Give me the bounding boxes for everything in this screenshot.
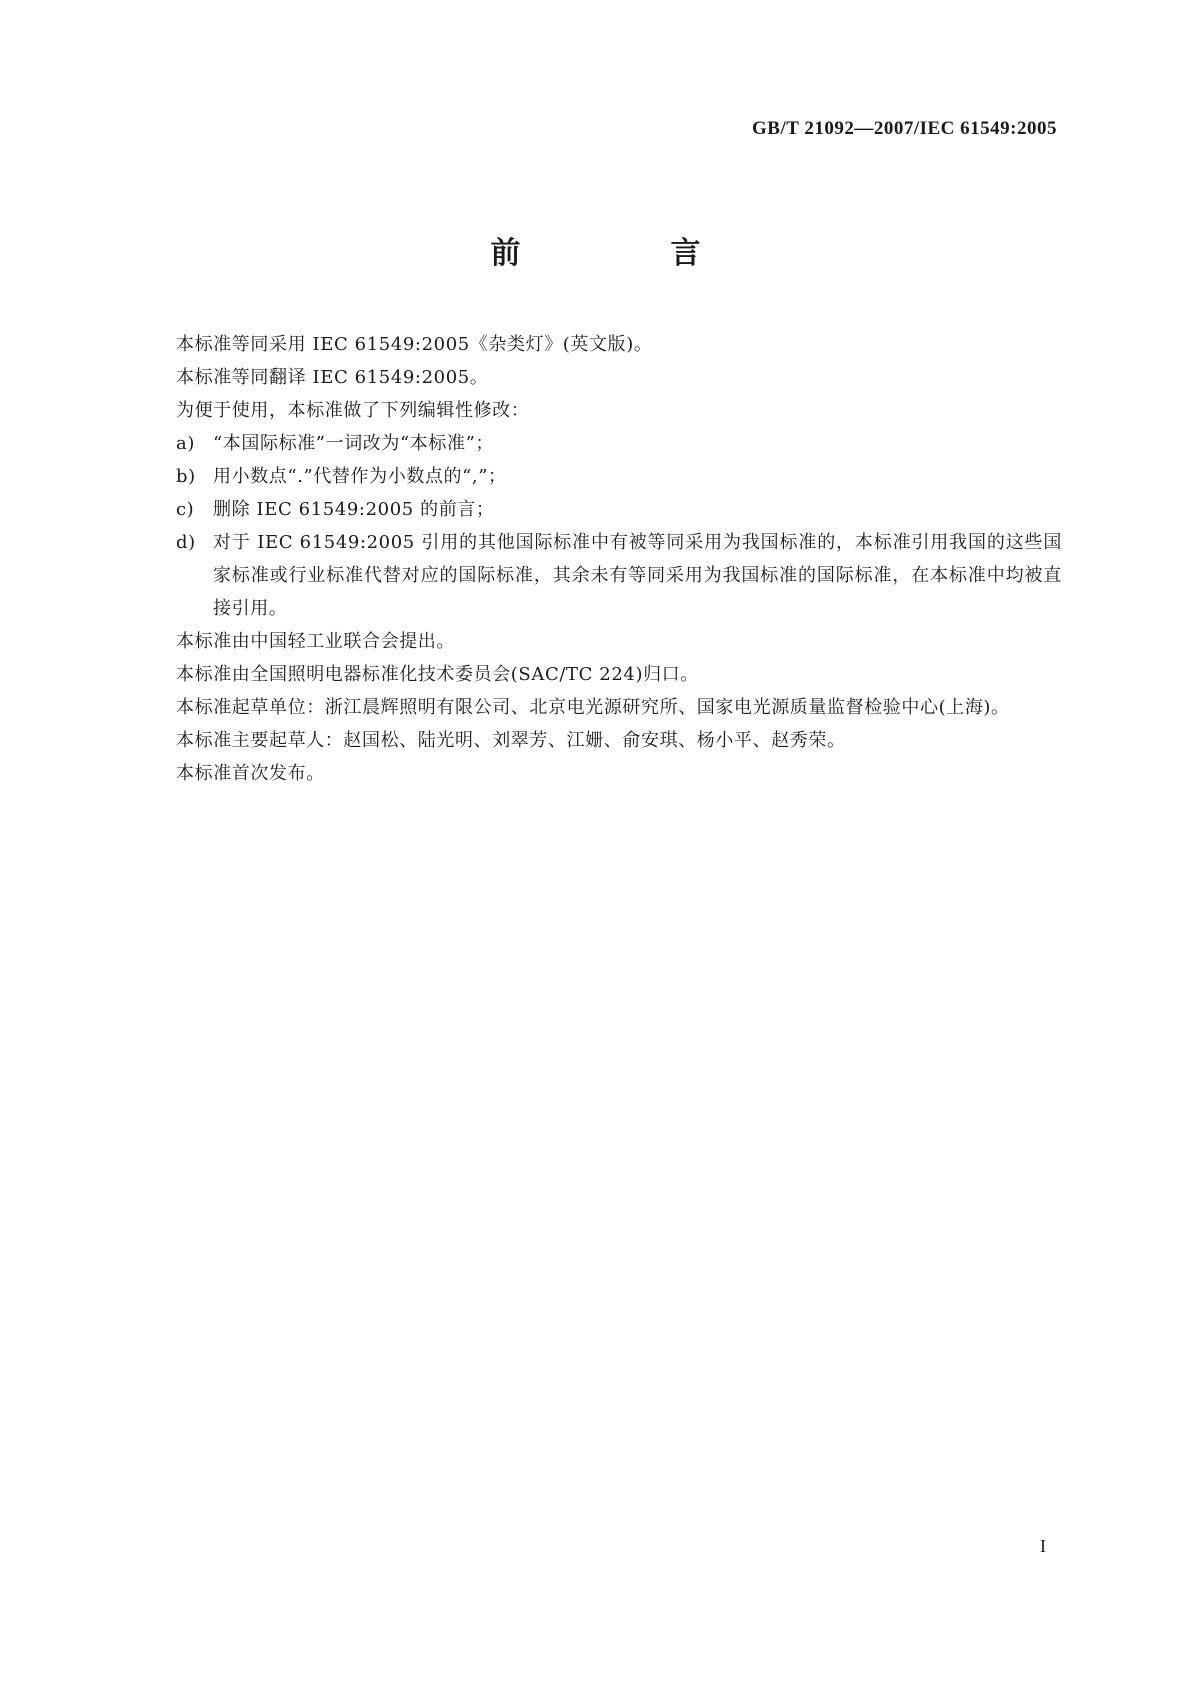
standard-code: GB/T 21092—2007/IEC 61549:2005 [752, 118, 1057, 139]
list-item [140, 460, 1062, 493]
list-item-text: 用小数点“.”代替作为小数点的“,”； [213, 466, 507, 487]
paragraph: 本标准等同采用 IEC 61549:2005《杂类灯》(英文版)。 [176, 334, 653, 355]
list-item [140, 427, 1062, 460]
list-item [140, 493, 1062, 526]
list-item-text: “本国际标准”一词改为“本标准”； [213, 433, 495, 454]
list-marker: b) [176, 466, 196, 487]
list-item-text: 对于 IEC 61549:2005 引用的其他国际标准中有被等同采用为我国标准的，本标准引用我国的这些国家标准或行业标准代替对应的国际标准，其余未有等同采用为我国标准的国际标准，在本标准中均被直接引用。 [213, 532, 1062, 619]
paragraph: 本标准由全国照明电器标准化技术委员会(SAC/TC 224)归口。 [176, 664, 699, 685]
foreword-body [140, 328, 1062, 790]
paragraph: 本标准主要起草人：赵国松、陆光明、刘翠芳、江姗、俞安琪、杨小平、赵秀荣。 [176, 730, 846, 751]
page-title: 前 言 [490, 236, 761, 271]
list-marker: d) [176, 532, 196, 553]
paragraph: 本标准首次发布。 [176, 763, 325, 784]
paragraph: 本标准由中国轻工业联合会提出。 [176, 631, 455, 652]
list-marker: a) [176, 433, 195, 454]
list-marker: c) [176, 499, 195, 520]
paragraph: 本标准起草单位：浙江晨辉照明有限公司、北京电光源研究所、国家电光源质量监督检验中心(上海)。 [176, 697, 1010, 718]
list-item-text: 删除 IEC 61549:2005 的前言； [213, 499, 495, 520]
page-number: I [1040, 1536, 1046, 1556]
list-item [140, 526, 1062, 625]
paragraph: 本标准等同翻译 IEC 61549:2005。 [176, 367, 489, 388]
paragraph: 为便于使用，本标准做了下列编辑性修改： [176, 400, 530, 421]
